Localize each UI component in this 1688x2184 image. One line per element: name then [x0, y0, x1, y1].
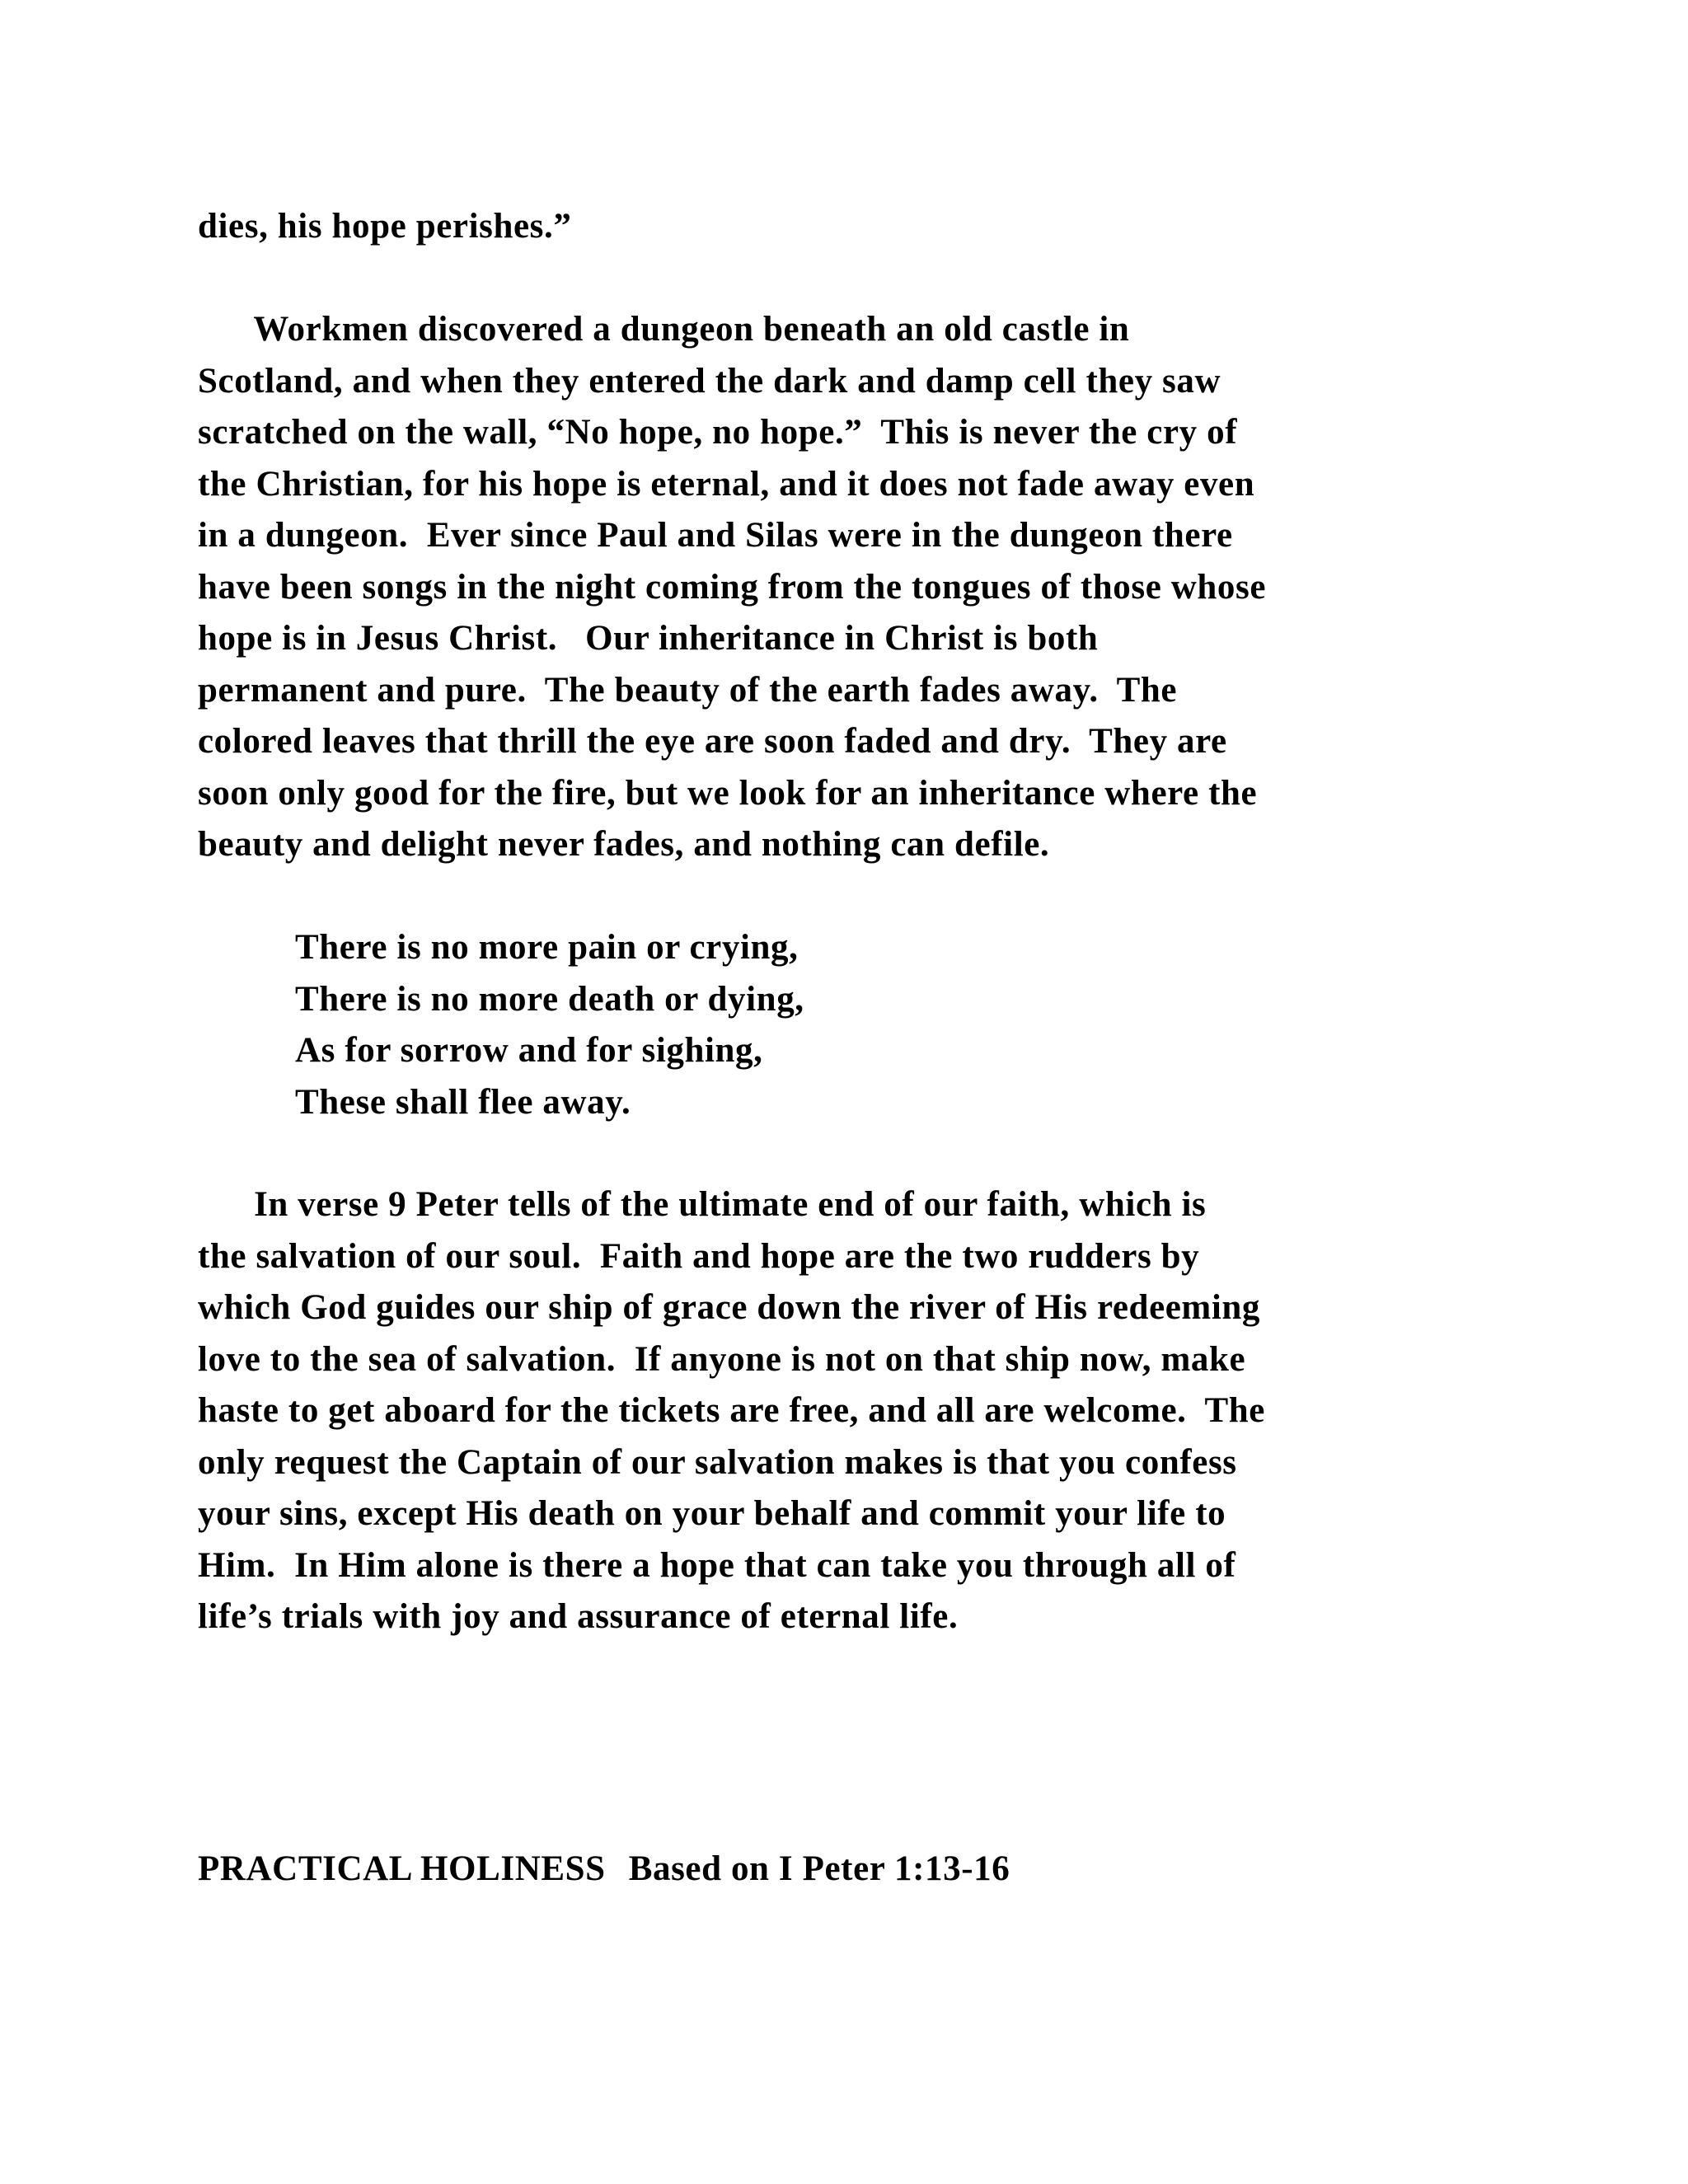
text-line: Scotland, and when they entered the dark and damp cell they saw	[198, 361, 1221, 401]
text-line: haste to get aboard for the tickets are free, and all are welcome. The	[198, 1391, 1265, 1430]
poem-line: There is no more death or dying,	[295, 979, 804, 1019]
paragraph-salvation	[198, 1179, 1500, 1643]
poem-line: There is no more pain or crying,	[295, 928, 799, 967]
text-line: Him. In Him alone is there a hope that can take you through all of	[198, 1545, 1236, 1585]
text-line: the Christian, for his hope is eternal, and it does not fade away even	[198, 464, 1255, 504]
text-line: soon only good for the fire, but we look for an inheritance where the	[198, 773, 1258, 813]
poem-stanza	[295, 922, 1597, 1128]
text-line: permanent and pure. The beauty of the earth fades away. The	[198, 670, 1178, 710]
section-title: PRACTICAL HOLINESS	[198, 1849, 606, 1888]
poem-line: These shall flee away.	[295, 1082, 631, 1122]
text-line: scratched on the wall, “No hope, no hope.” This is never the cry of	[198, 413, 1238, 452]
text-line: hope is in Jesus Christ. Our inheritance in Christ is both	[198, 619, 1099, 658]
text-line: love to the sea of salvation. If anyone is not on that ship now, make	[198, 1339, 1246, 1379]
text-line: in a dungeon. Ever since Paul and Silas were in the dungeon there	[198, 516, 1233, 555]
opening-line	[198, 201, 1500, 253]
text-line: have been songs in the night coming from the tongues of those whose	[198, 567, 1267, 607]
text-line: the salvation of our soul. Faith and hope are the two rudders by	[198, 1236, 1200, 1276]
text-line: colored leaves that thrill the eye are soon faded and dry. They are	[198, 722, 1227, 761]
text-line: In verse 9 Peter tells of the ultimate end of our faith, which is	[198, 1185, 1207, 1224]
section-subtitle: Based on I Peter 1:13-16	[628, 1849, 1010, 1888]
text-line: only request the Captain of our salvation makes is that you confess	[198, 1442, 1237, 1482]
text-line: life’s trials with joy and assurance of eternal life.	[198, 1597, 959, 1636]
text-line: which God guides our ship of grace down the river of His redeeming	[198, 1288, 1261, 1327]
text-line: beauty and delight never fades, and nothing can defile.	[198, 825, 1050, 864]
section-heading	[198, 1844, 1010, 1895]
paragraph-dungeon	[198, 304, 1500, 871]
text-line: dies, his hope perishes.”	[198, 207, 572, 246]
text-line: your sins, except His death on your behalf and commit your life to	[198, 1494, 1226, 1533]
poem-line: As for sorrow and for sighing,	[295, 1031, 763, 1070]
text-line: Workmen discovered a dungeon beneath an old castle in	[198, 310, 1130, 349]
